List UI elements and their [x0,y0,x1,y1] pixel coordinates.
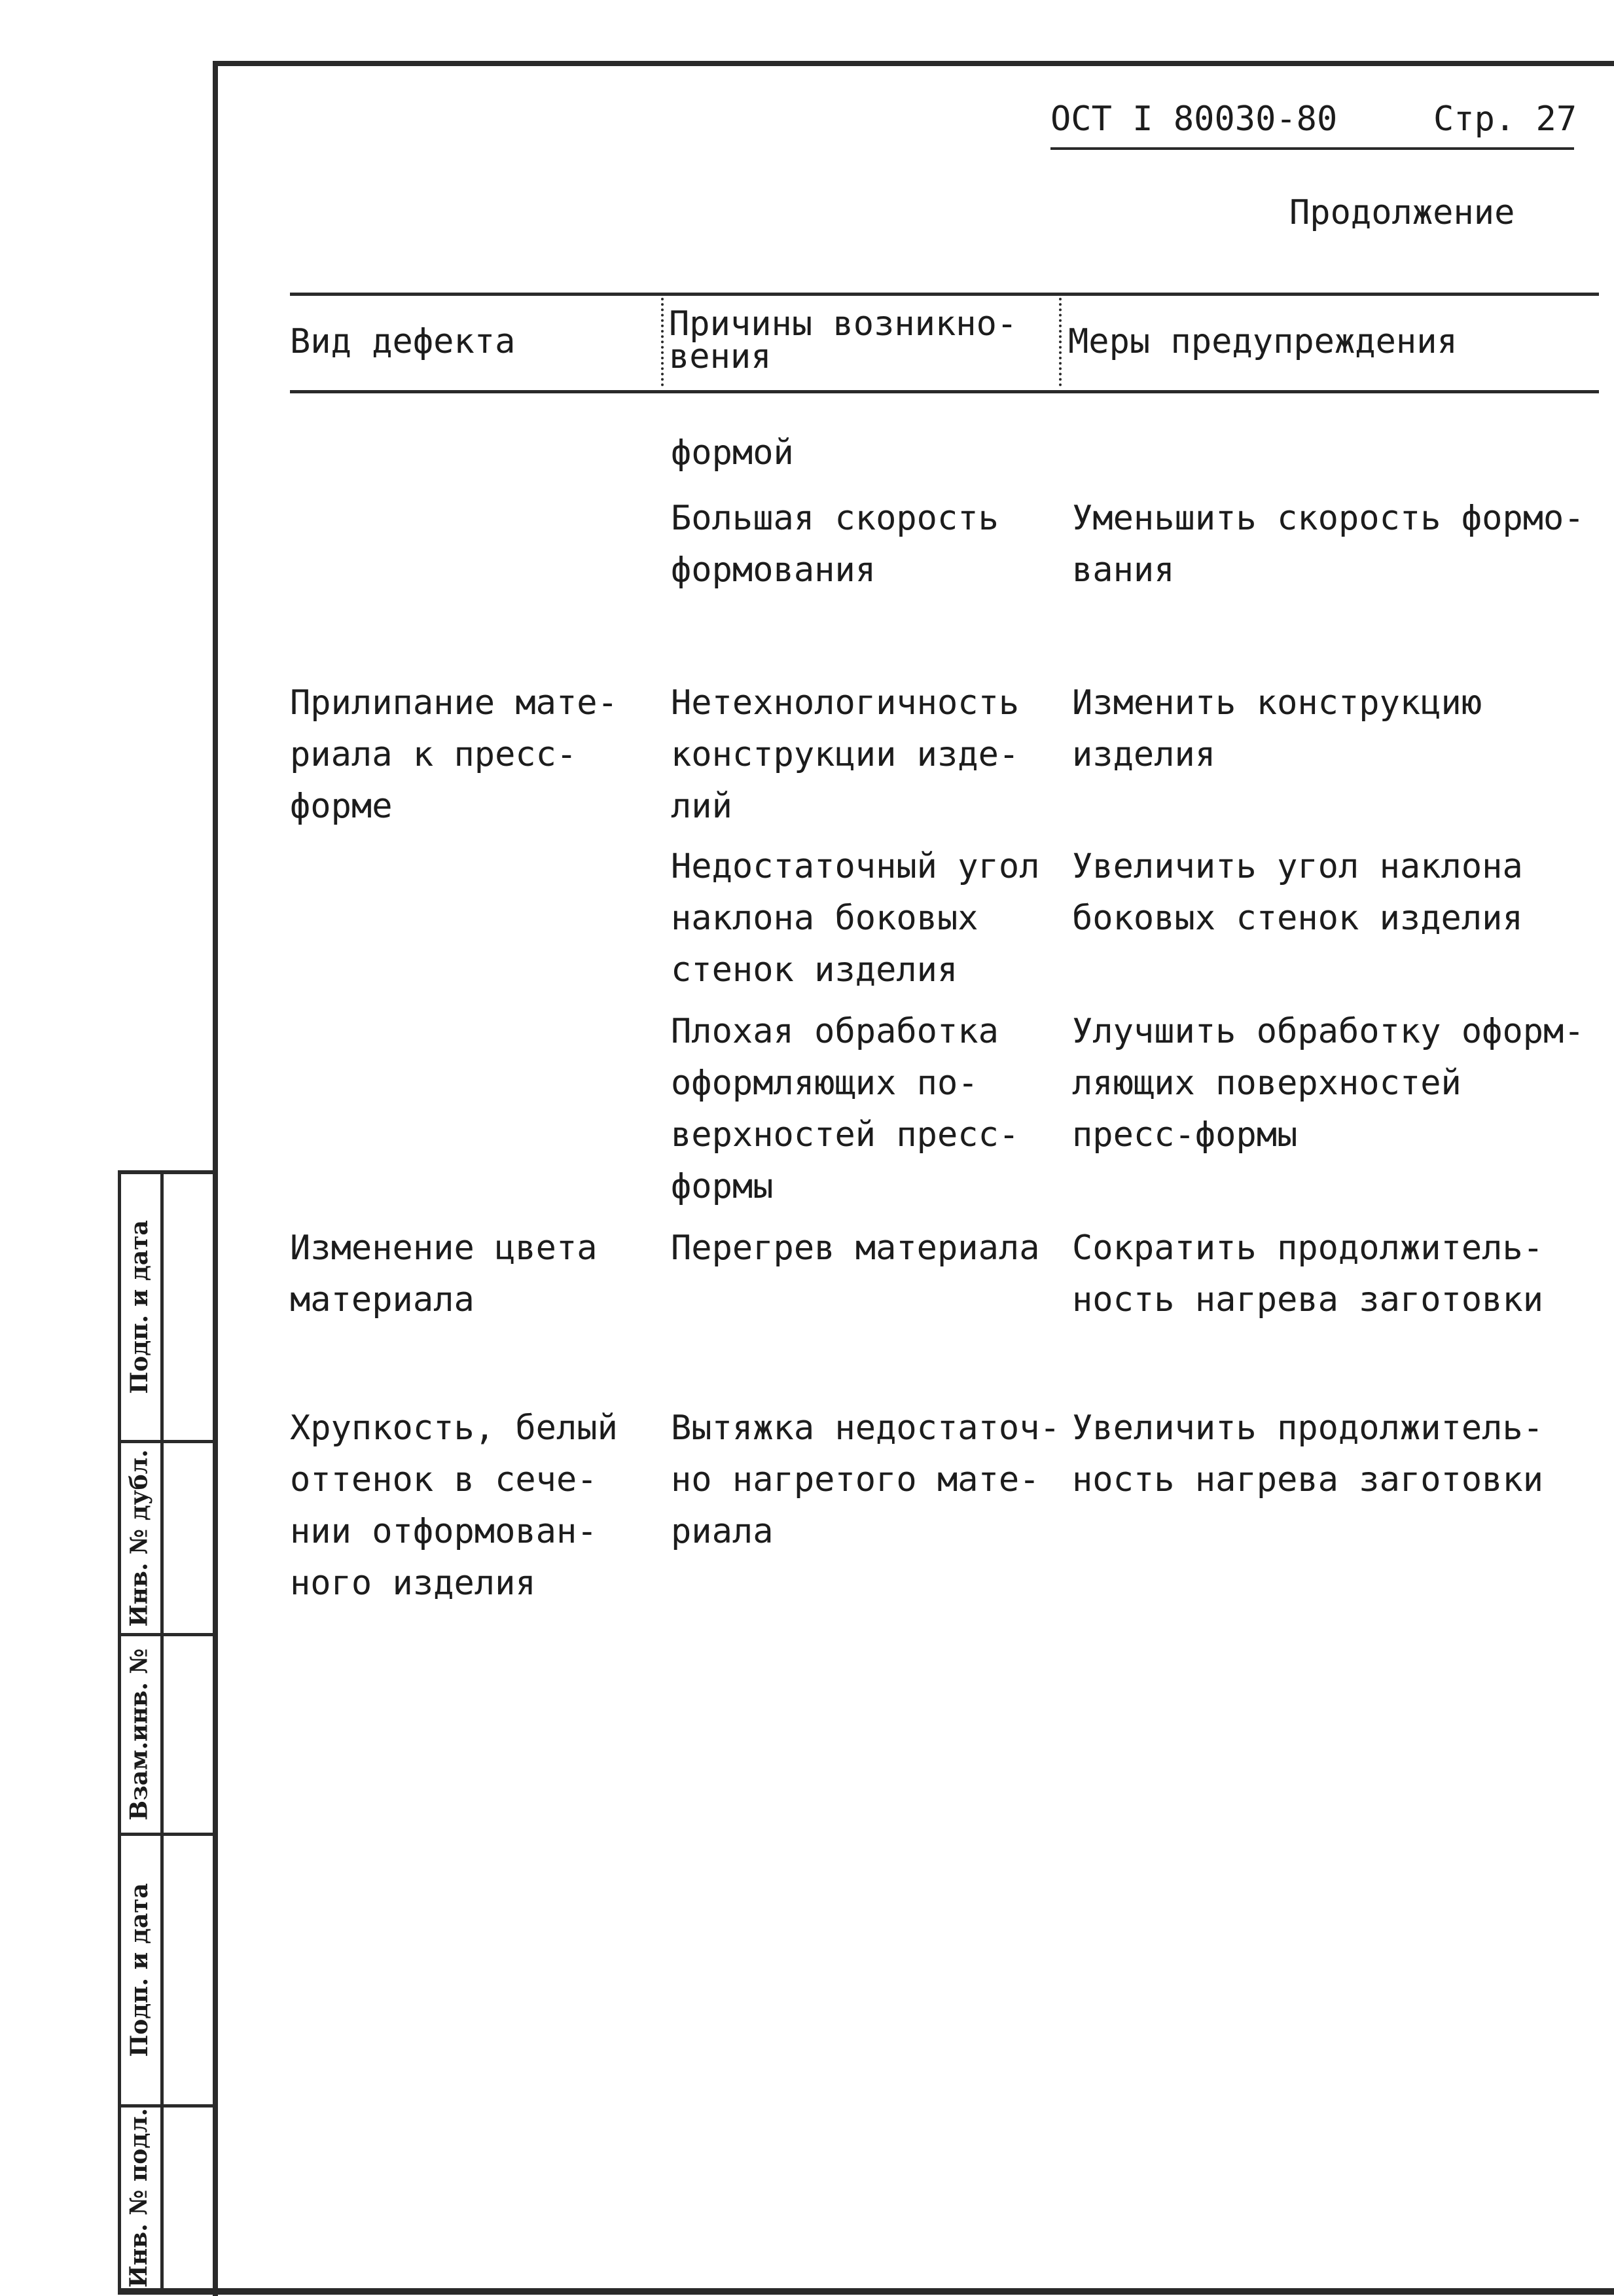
table-cell-measure: Изменить конструкцию изделия [1072,683,1482,774]
table-cell-cause: Большая скорость формования [671,499,999,590]
table-top-rule [290,293,1599,296]
column-header-defect: Вид дефекта [290,322,516,361]
table-cell-measure: Увеличить продолжитель- ность нагрева заготовки [1072,1408,1544,1499]
table-cell-defect: Изменение цвета материала [290,1229,598,1319]
document-code: ОСТ I 80030-80 [1050,99,1338,139]
table-cell-cause: Плохая обработка оформляющих по- верхностей пресс- формы [671,1012,1020,1206]
continuation-label: Продолжение [1289,193,1515,232]
table-cell-measure: Сократить продолжитель- ность нагрева заготовки [1072,1229,1544,1319]
table-cell-cause: Вытяжка недостаточ- но нагретого мате- риала [671,1408,1060,1551]
table-cell-cause: формой [671,433,794,473]
column-header-measure: Меры предупреждения [1068,322,1458,361]
header-underline [1050,147,1574,150]
table-cell-cause: Нетехнологичность конструкции изде- лий [671,683,1020,826]
table-cell-cause: Перегрев материала [671,1229,1040,1268]
table-cell-cause: Недостаточный угол наклона боковых стенок изделия [671,847,1040,990]
table-cell-measure: Увеличить угол наклона боковых стенок изделия [1072,847,1523,938]
stamp-cell-sign-date-1: Подп. и дата [125,1220,153,1394]
table-header-rule [290,390,1599,393]
stamp-cell-dup-inv: Инв. № дубл. [125,1449,153,1627]
column-separator [1059,298,1062,386]
table-cell-measure: Улучшить обработку оформ- ляющих поверхностей пресс-формы [1072,1012,1585,1155]
page-frame-top [213,61,1614,66]
stamp-cell-orig-inv: Инв. № подл. [125,2108,153,2288]
page-frame-bottom [118,2288,1614,2295]
column-header-cause: Причины возникно- вения [669,304,1018,376]
table-cell-measure: Уменьшить скорость формо- вания [1072,499,1585,590]
column-separator [661,298,664,386]
table-cell-defect: Прилипание мате- риала к пресс- форме [290,683,618,826]
page-number: Стр. 27 [1433,99,1577,139]
margin-stamp-divider [160,1170,164,2291]
stamp-cell-replace-inv: Взам.инв. № [125,1648,153,1821]
table-cell-defect: Хрупкость, белый оттенок в сече- нии отформован- ного изделия [290,1408,618,1603]
stamp-cell-sign-date-2: Подп. и дата [125,1883,153,2057]
